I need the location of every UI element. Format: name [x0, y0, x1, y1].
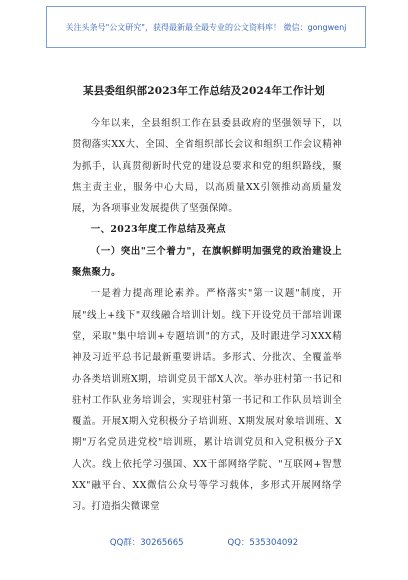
- header-banner: 关注头条号"公文研究"，获得最新最全最专业的公文资料库！ 微信：gongwenj: [46, 6, 366, 48]
- footer-contacts: [0, 536, 408, 548]
- subsection-heading: （一）突出"三个着力"，在旗帜鲜明加强党的政治建设上聚焦聚力。: [72, 245, 342, 279]
- intro-paragraph: 今年以来，全县组织工作在县委县政府的坚强领导下，以贯彻落实XX大、全国、全省组织部长会议和组织工作会议精神为抓手，认真贯彻新时代党的建设总要求和党的组织路线，聚焦主责主业，服务中心大局，以高质量XX引领推动高质量发展，为各项事业发展提供了坚强保障。: [72, 118, 342, 215]
- section-heading: 一、2023年度工作总结及亮点: [90, 224, 227, 236]
- body-paragraph: 一是着力提高理论素养。严格落实"第一议题"制度，开展"线上+线下"双线融合培训计划。线下开设党员干部培训课堂，采取"集中培训+专题培训"的方式，及时跟进学习XXX精神及习近平总书记最新重要讲话。多形式、分批次、全覆盖举办各类培训班X期，培训党员干部X人次。举办驻村第一书记和驻村工作队业务培训会，实现驻村第一书记和工作队员培训全覆盖。开展X期入党积极分子培训班、X期发展对象培训班、X期"万名党员进党校"培训班，累计培训党员和入党积极分子X人次。线上依托学习强国、XX干部网络学院、"互联网+智慧XX"融平台、XX微信公众号等学习载体，多形式开展网络学习。打造指尖微课堂: [72, 288, 342, 513]
- document-body: [72, 113, 342, 518]
- document-title: 某县委组织部2023年工作总结及2024年工作计划: [83, 85, 325, 97]
- qq-number-text: QQ：535304092: [227, 538, 299, 548]
- qq-group-text: QQ群：30265665: [109, 538, 184, 548]
